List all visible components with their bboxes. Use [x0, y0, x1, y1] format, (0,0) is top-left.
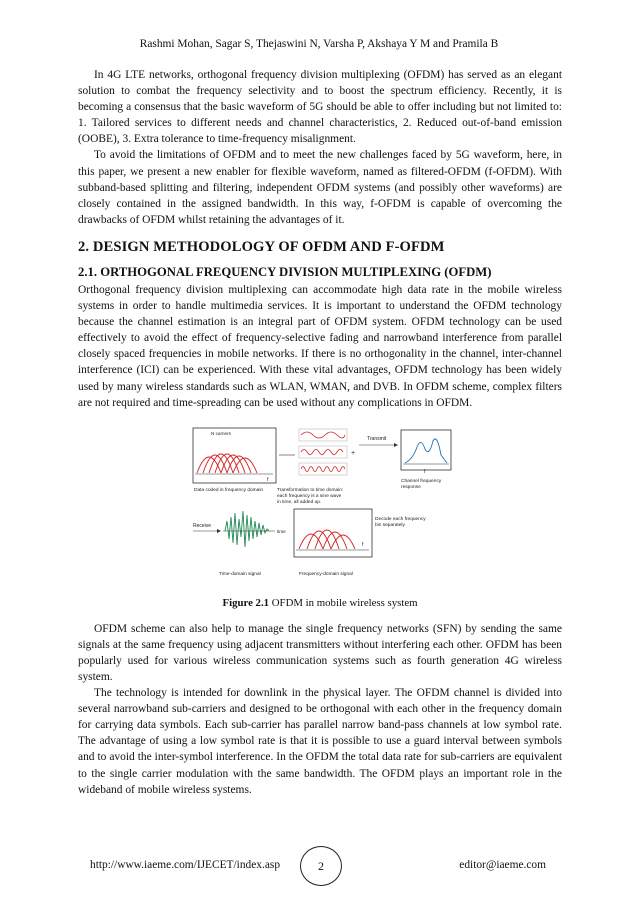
- editor-email-link[interactable]: editor@iaeme.com: [459, 859, 546, 871]
- ofdm-diagram: [189, 425, 479, 585]
- figure-caption-text: OFDM in mobile wireless system: [269, 596, 418, 609]
- ofdm-figure: [189, 425, 479, 585]
- freq-domain-label: Frequency-domain signal: [299, 571, 353, 577]
- channel-freq-label: Channel frequency: [401, 478, 442, 484]
- paragraph-ofdm-intro: Orthogonal frequency division multiplexing can accommodate high data rate in the mobile wireless systems in order to handle multimedia services. It is important to understand the OFDM technology because the channel estimation is an integral part of OFDM system. OFDM technology can be used effectively to avoid the effect of frequency-selective fading and narrowband interference from parallel closely spaced frequencies in mobile networks. If there is no orthogonality in the channel, inter-channel interference (ICI) can be experienced. With these vital advantages, OFDM technology has been widely used by many wireless standards such as WLAN, WMAN, and DVB. In OFDM scheme, complex filters are not required and time-spreading can be used without any complications in OFDM.: [78, 283, 562, 409]
- f-axis-label-1: f: [267, 476, 269, 483]
- receive-label: Receive: [193, 522, 212, 529]
- transformation-label: Transformation to time domain:: [277, 487, 344, 493]
- data-coded-label: Data coded in frequency domain: [194, 487, 264, 493]
- page-body: [78, 67, 562, 798]
- svg-text:response: response: [401, 484, 421, 490]
- running-header: Rashmi Mohan, Sagar S, Thejaswini N, Varsha P, Akshaya Y M and Pramila B: [139, 38, 499, 50]
- paragraph-sfn: OFDM scheme can also help to manage the single frequency networks (SFN) by sending the same signals at the same frequency using adjacent transmitters without interfering each other. OFDM has been popularly used for various wireless communication systems such as fourth generation 4G wireless system.: [78, 622, 562, 683]
- svg-text:+: +: [351, 449, 356, 457]
- figure-caption-label: Figure 2.1: [222, 596, 270, 609]
- page-number: 2: [300, 846, 342, 886]
- figure-caption: [78, 597, 562, 609]
- paragraph-downlink: The technology is intended for downlink in the physical layer. The OFDM channel is divided into several narrowband sub-carriers and designed to be orthogonal with each other in the frequency domain for carrying data symbols. Each sub-carrier has parallel narrow band-pass channels at low symbol rate. The advantage of using a low symbol rate is that it is possible to use a guard interval between symbols and to avoid the inter-symbol interference. In the OFDM the total data rate for sub-carriers are equivalent to the single carrier modulation with the same bandwidth. The OFDM plays an important role in the wideband of mobile wireless systems.: [78, 687, 562, 796]
- n-carriers-label: N carriers: [211, 430, 231, 436]
- svg-text:each frequency is a sine wave: each frequency is a sine wave: [277, 493, 342, 499]
- section-heading: 2. DESIGN METHODOLOGY OF OFDM AND F-OFDM: [78, 238, 445, 255]
- svg-text:f: f: [362, 541, 364, 548]
- transmit-label: Transmit: [367, 435, 387, 442]
- svg-text:in time, all added up.: in time, all added up.: [277, 499, 322, 505]
- received-time-signal: [223, 511, 275, 547]
- time-domain-sines: [299, 429, 347, 475]
- svg-text:f: f: [424, 468, 426, 475]
- svg-text:time: time: [277, 528, 286, 534]
- decode-label: Decode each frequency: [375, 516, 426, 522]
- time-domain-label: Time-domain signal: [219, 571, 261, 577]
- journal-url-link[interactable]: http://www.iaeme.com/IJECET/index.asp: [90, 859, 281, 871]
- paragraph-intro-1: In 4G LTE networks, orthogonal frequency division multiplexing (OFDM) has served as an elegant solution to combat the frequency selectivity and to boost the spectrum efficiency. Recently, it is becoming a consensus that the basic waveform of 5G should be able to offer including but not limited to: 1. Tailored services to different needs and channel characteristics, 2. Reduced out-of-band emission (OOBE), 3. Extra tolerance to time-frequency misalignment.: [78, 69, 562, 146]
- svg-text:bin separately: bin separately: [375, 522, 405, 528]
- subsection-heading: 2.1. ORTHOGONAL FREQUENCY DIVISION MULTIPLEXING (OFDM): [78, 264, 492, 279]
- paragraph-intro-2: To avoid the limitations of OFDM and to meet the new challenges faced by 5G waveform, here, in this paper, we present a new enabler for flexible waveform, named as filtered-OFDM (f-OFDM). With subband-based splitting and filtering, independent OFDM systems (and possibly other waveforms) are closely contained in the assigned bandwidth. In this way, f-OFDM is capable of overcoming the drawbacks of OFDM whilst retaining the advantages of it.: [78, 149, 562, 226]
- page-footer: [0, 846, 638, 886]
